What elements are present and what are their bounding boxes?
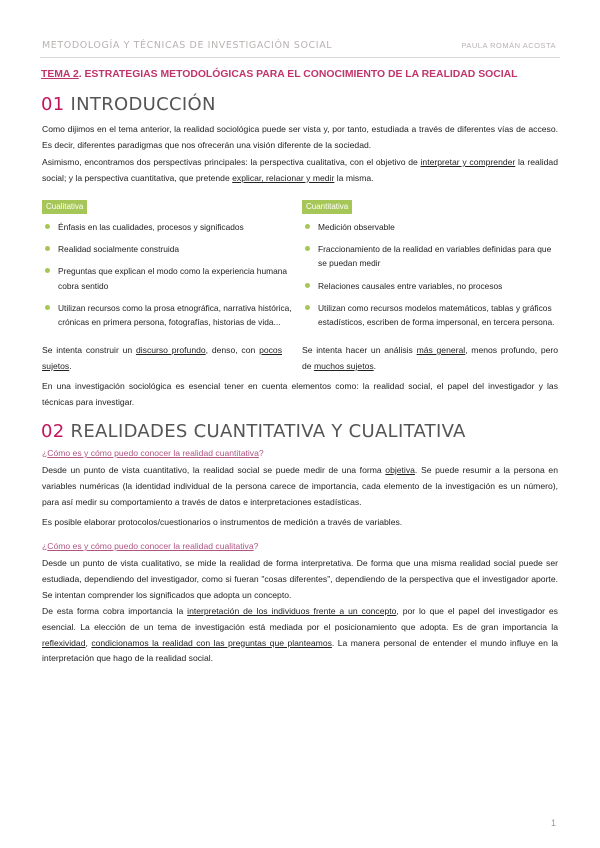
bullet-icon xyxy=(305,283,310,288)
intro-paragraph-3: En una investigación sociológica es esencial tener en cuenta elementos como: la realidad social, el papel del investigador y las técnicas para investigar. xyxy=(42,381,558,407)
underlined-term: más general xyxy=(416,345,466,355)
note-cualitativa: Se intenta construir un discurso profundo, denso, con pocos sujetos. xyxy=(42,345,282,371)
section-heading-introduccion xyxy=(41,94,216,115)
underlined-term: reflexividad xyxy=(42,637,86,648)
underlined-term: pocos sujetos xyxy=(42,345,282,371)
section-number: 01 xyxy=(41,94,65,115)
column-cualitativa xyxy=(42,199,296,337)
topic-title-text: . ESTRATEGIAS METODOLÓGICAS PARA EL CONOCIMIENTO DE LA REALIDAD SOCIAL xyxy=(78,69,518,80)
question-cualitativa: ¿Cómo es y cómo puedo conocer la realidad cualitativa? xyxy=(42,541,259,551)
bullet-icon xyxy=(305,305,310,310)
bullet-icon xyxy=(45,224,50,229)
section-heading-realidades xyxy=(41,421,466,442)
note-cuantitativa: Se intenta hacer un análisis más general, menos profundo, pero de muchos sujetos. xyxy=(302,345,559,371)
underlined-term: interpretación de los individuos frente a un concepto xyxy=(187,606,397,616)
list-item: Relaciones causales entre variables, no procesos xyxy=(302,279,556,293)
paragraph-cuantitativa-2: Es posible elaborar protocolos/cuestionarios o instrumentos de medición a través de variables. xyxy=(42,517,403,527)
header-course-title: METODOLOGÍA Y TÉCNICAS DE INVESTIGACIÓN SOCIAL xyxy=(42,40,333,51)
bullet-icon xyxy=(45,305,50,310)
tag-cualitativa: Cualitativa xyxy=(42,200,87,214)
underlined-term: interpretar y comprender xyxy=(420,157,516,167)
section-title: INTRODUCCIÓN xyxy=(70,94,216,115)
bullet-icon xyxy=(45,246,50,251)
bullet-icon xyxy=(45,268,50,273)
paragraph-cuantitativa-1: Desde un punto de vista cuantitativo, la realidad social se puede medir de una forma objetiva. Se puede resumir a la persona en variables numéricas (la identidad individual de la persona carece de importancia, cada elemento de la investigación es un número), para así medir su comportamiento a través de datos e interpretaciones estadísticas. xyxy=(42,465,558,507)
list-item: Medición observable xyxy=(302,220,556,234)
intro-paragraph-1: Como dijimos en el tema anterior, la realidad sociológica puede ser vista y, por tanto, estudiada a través de diferentes vías de acceso. Es decir, diferentes paradigmas que nos ofrecerán una visión diferente de la sociedad. xyxy=(42,124,558,150)
question-cuantitativa: ¿Cómo es y cómo puedo conocer la realidad cuantitativa? xyxy=(42,448,264,458)
list-item: Énfasis en las cualidades, procesos y significados xyxy=(42,220,296,234)
list-item: Utilizan recursos como la prosa etnográfica, narrativa histórica, crónicas en primera persona, fotografías, historias de vida... xyxy=(42,301,296,329)
column-cuantitativa xyxy=(302,199,556,337)
underlined-term: discurso profundo xyxy=(135,345,206,355)
list-item: Preguntas que explican el modo como la experiencia humana cobra sentido xyxy=(42,264,296,292)
page-number: 1 xyxy=(550,818,556,828)
tag-cuantitativa: Cuantitativa xyxy=(302,200,352,214)
list-cualitativa xyxy=(42,220,296,329)
list-cuantitativa xyxy=(302,220,556,329)
paragraph-cualitativa-1: Desde un punto de vista cualitativo, se mide la realidad de forma interpretativa. De forma que una misma realidad social puede ser estudiada, dependiendo del investigador, como si fueran "cosas diferentes", dependiendo de la perspectiva que el investigador aporte. Se intentan comprender los significados que adopta un concepto. xyxy=(42,558,558,600)
list-item: Realidad socialmente construida xyxy=(42,242,296,256)
intro-paragraph-2: Asimismo, encontramos dos perspectivas principales: la perspectiva cualitativa, con el objetivo de interpretar y comprender la realidad social; y la perspectiva cuantitativa, que pretende explicar, relacionar y medir la misma. xyxy=(42,157,558,183)
topic-title xyxy=(41,69,517,80)
bullet-icon xyxy=(305,224,310,229)
bullet-icon xyxy=(305,246,310,251)
underlined-term: condicionamos la realidad con las preguntas que planteamos xyxy=(91,637,332,648)
underlined-term: explicar, relacionar y medir xyxy=(232,172,335,183)
section-number: 02 xyxy=(41,421,65,442)
header-author: PAULA ROMÁN ACOSTA xyxy=(461,41,556,50)
header-divider xyxy=(40,57,560,58)
topic-number: TEMA 2 xyxy=(41,69,79,80)
underlined-term: objetiva xyxy=(385,465,415,475)
list-item: Fraccionamiento de la realidad en variables definidas para que se puedan medir xyxy=(302,242,556,270)
section-title: REALIDADES CUANTITATIVA Y CUALITATIVA xyxy=(70,421,466,442)
underlined-term: muchos sujetos xyxy=(313,360,374,371)
list-item: Utilizan como recursos modelos matemáticos, tablas y gráficos estadísticos, escriben de forma impersonal, en tercera persona. xyxy=(302,301,556,329)
paragraph-cualitativa-2: De esta forma cobra importancia la interpretación de los individuos frente a un concepto, por lo que el papel del investigador es esencial. La elección de un tema de investigación está mediada por el posicionamiento que adopta. Es de gran importancia la reflexividad, condicionamos la realidad con las preguntas que planteamos. La manera personal de entender el mundo influye en la interpretación que hago de la realidad social. xyxy=(42,606,559,664)
